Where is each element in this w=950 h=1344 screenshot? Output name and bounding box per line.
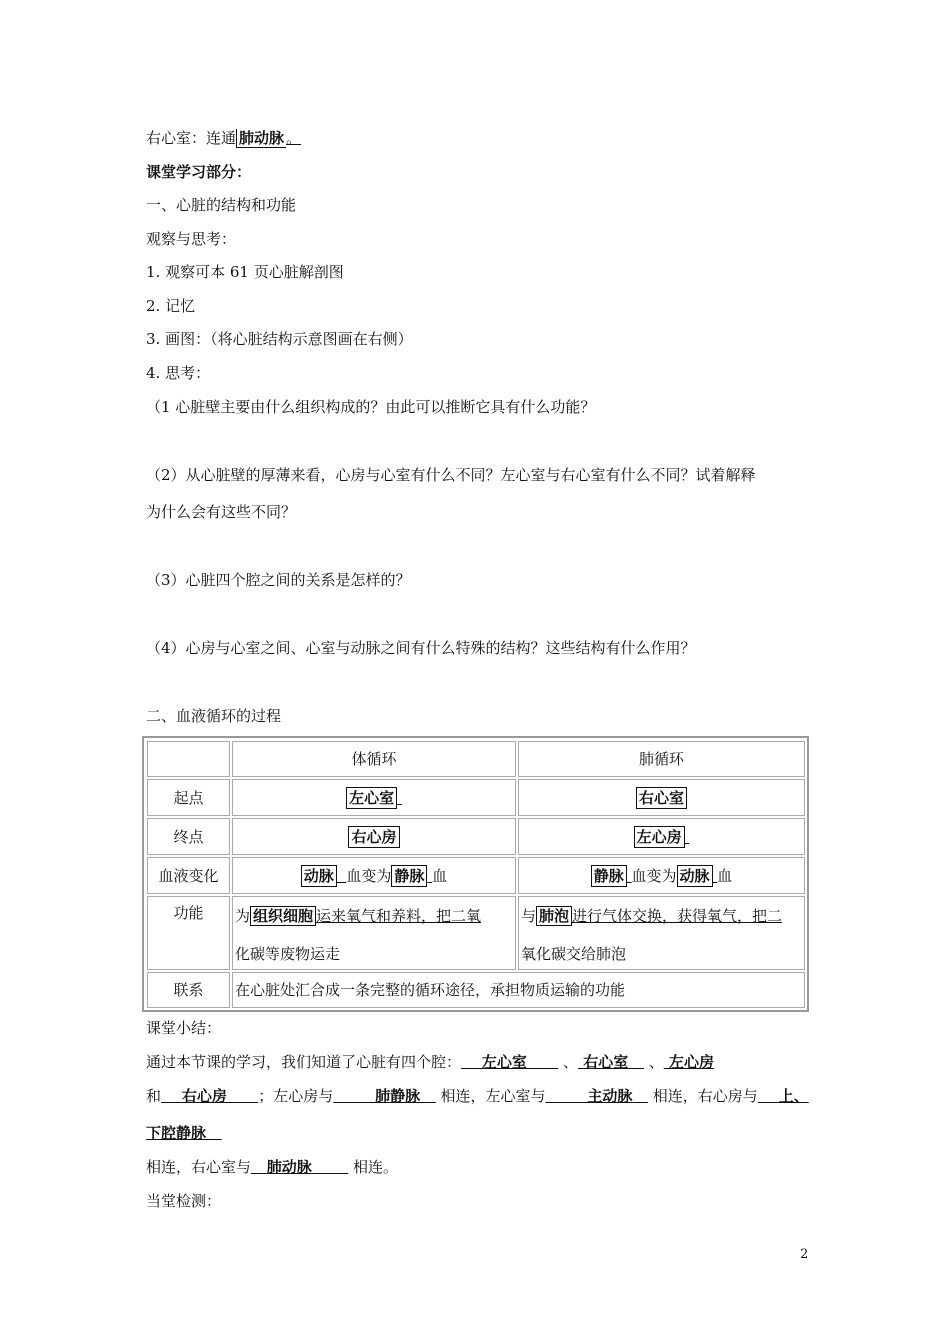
answer-func-systemic: 组织细胞: [250, 906, 316, 926]
table-blood-systemic: [232, 857, 516, 894]
question-3: （3）心脏四个腔之间的关系是怎样的？: [146, 571, 411, 589]
table-blood-pulmonary: [518, 857, 805, 894]
summary-line-2: 和 右心房 ；左心房与 肺静脉 相连，左心室与 主动脉 相连，右心房与 上、: [146, 1087, 809, 1105]
summary-blank-6: 主动脉: [587, 1087, 633, 1105]
summary-blank-2: 右心室: [583, 1053, 629, 1071]
question-2-line2: 为什么会有这些不同？: [146, 503, 297, 521]
question-2-line1: （2）从心脏壁的厚薄来看，心房与心室有什么不同？左心室与右心室有什么不同？试着解释: [146, 466, 756, 484]
table-relation-text: 在心脏处汇合成一条完整的循环途径，承担物质运输的功能: [232, 972, 805, 1008]
summary-line-1: 通过本节课的学习，我们知道了心脏有四个腔： 左心室 、 右心室 、 左心房: [146, 1053, 715, 1071]
table-end-pulmonary: [518, 818, 805, 855]
func-systemic-pre: 为: [235, 907, 251, 925]
summary-blank-8: 肺动脉: [266, 1158, 312, 1176]
check-title: 当堂检测：: [146, 1192, 222, 1210]
blood-mid-text-systemic: 血变为: [346, 866, 392, 885]
table-row-start-label: 起点: [147, 779, 230, 816]
intro-suffix: 。: [286, 129, 302, 147]
answer-blood-pulmonary-b: 动脉: [677, 865, 713, 887]
observe-label: 观察与思考：: [146, 230, 237, 248]
intro-line: [146, 128, 301, 148]
summary-line-3: [146, 1123, 222, 1143]
table-header-systemic: 体循环: [232, 741, 516, 777]
func-systemic-post1: 运来氧气和养料，把二氧: [316, 907, 482, 925]
summary-blank-1: 左心室: [481, 1053, 527, 1071]
answer-start-pulmonary: 右心室: [636, 787, 687, 809]
func-systemic-post2: 化碳等废物运走: [235, 945, 341, 963]
item-1: 1. 观察可本 61 页心脏解剖图: [146, 263, 344, 281]
summary-intro: 通过本节课的学习，我们知道了心脏有四个腔：: [146, 1053, 462, 1071]
table-function-systemic: [232, 896, 516, 970]
answer-blood-systemic-b: 静脉: [391, 865, 427, 887]
summary-title: 课堂小结：: [146, 1019, 222, 1037]
table-end-systemic: [232, 818, 516, 855]
table-start-systemic: [232, 779, 516, 816]
table-row-relation-label: 联系: [147, 972, 230, 1008]
question-4: （4）心房与心室之间、心室与动脉之间有什么特殊的结构？这些结构有什么作用？: [146, 639, 696, 657]
item-2: 2. 记忆: [146, 297, 196, 315]
answer-end-pulmonary: 左心房: [634, 826, 685, 848]
answer-blood-systemic-a: 动脉: [301, 865, 337, 887]
summary-blank-5: 肺静脉: [375, 1087, 421, 1105]
answer-func-pulmonary: 肺泡: [536, 906, 572, 926]
summary-line-4: 相连，右心室与 肺动脉 相连。: [146, 1158, 399, 1176]
summary-blank-4: 右心房: [181, 1087, 227, 1105]
heading-blood-circulation: 二、血液循环的过程: [146, 707, 282, 725]
answer-start-systemic: 左心室: [346, 787, 397, 809]
func-pulmonary-post2: 氧化碳交给肺泡: [521, 945, 627, 963]
table-row-end-label: 终点: [147, 818, 230, 855]
page-number: 2: [800, 1247, 809, 1262]
intro-answer: 肺动脉: [236, 129, 286, 148]
func-pulmonary-pre: 与: [521, 907, 537, 925]
circulation-table: [142, 736, 809, 1012]
heading-heart-structure: 一、心脏的结构和功能: [146, 196, 297, 214]
table-header-pulmonary: 肺循环: [518, 741, 805, 777]
summary-blank-3: 左心房: [669, 1053, 715, 1071]
section-title: 课堂学习部分：: [146, 163, 252, 181]
item-3: 3. 画图：（将心脏结构示意图画在右侧）: [146, 330, 413, 348]
table-row-function-label: 功能: [147, 896, 230, 970]
func-pulmonary-post1: 进行气体交换，获得氧气，把二: [572, 907, 783, 925]
blood-end-text-pulmonary: 血: [717, 866, 733, 885]
table-corner-cell: [147, 741, 230, 777]
blood-end-text-systemic: 血: [432, 866, 448, 885]
intro-prefix: 右心室：连通: [146, 129, 237, 147]
answer-end-systemic: 右心房: [348, 826, 399, 848]
summary-blank-7a: 上、: [778, 1087, 809, 1105]
item-4: 4. 思考：: [146, 364, 211, 382]
question-1: （1 心脏壁主要由什么组织构成的？由此可以推断它具有什么功能？: [146, 398, 596, 416]
summary-blank-7b: 下腔静脉: [146, 1124, 207, 1142]
blood-mid-text-pulmonary: 血变为: [631, 866, 677, 885]
table-start-pulmonary: [518, 779, 805, 816]
table-function-pulmonary: [518, 896, 805, 970]
table-row-blood-label: 血液变化: [147, 857, 230, 894]
answer-blood-pulmonary-a: 静脉: [591, 865, 627, 887]
